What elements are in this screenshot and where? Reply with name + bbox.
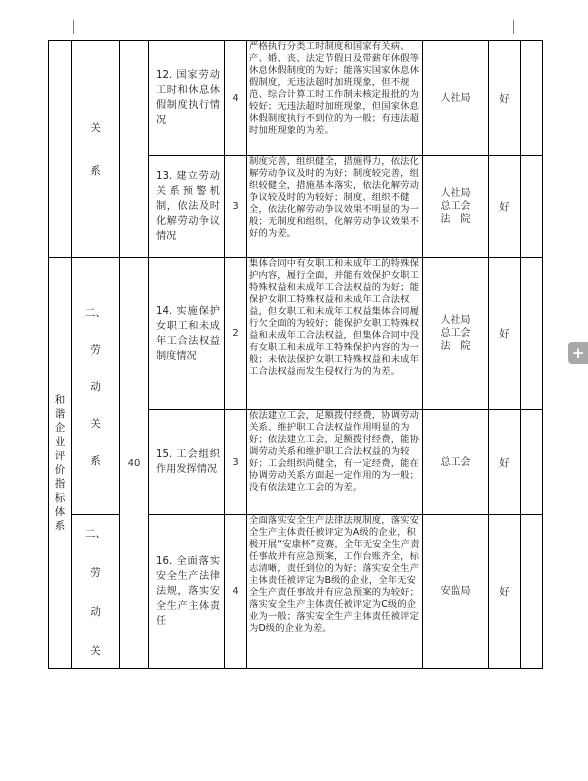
table-row (49, 41, 543, 156)
item-dept: 安监局 (423, 515, 489, 669)
item-eval: 好 (489, 410, 521, 515)
blank-cell (521, 156, 543, 258)
category-label: 和 谐 企 业 评 价 指 标 体 系 (49, 258, 72, 669)
item-criteria: 全面落实安全生产法律法规制度，落实安全生产主体责任被评定为A级的企业，积极开展“安康杯”竞赛，全年无安全生产责任事故并有应急预案，工作台账齐全，标志清晰，责任到位的为好；落实安全生产主体责任被评定为B级的企业，全年无安全生产责任事故并有应急预案的为较好；落实安全生产主体责任被评定为C级的企业为一般；落实安全生产主体责任被评定为D级的企业为差。 (247, 515, 423, 669)
section-label-labor: 二、 劳 动 关 系 (72, 258, 120, 515)
total-score: 40 (120, 258, 149, 669)
expand-panel-button[interactable]: + (568, 342, 588, 364)
blank-cell (521, 258, 543, 410)
item-dept: 人社局 (423, 41, 489, 156)
item-score: 4 (225, 515, 247, 669)
item-name: 13. 建立劳动关系预警机制，依法及时化解劳动争议情况 (149, 156, 225, 258)
item-name: 15. 工会组织作用发挥情况 (149, 410, 225, 515)
item-name: 14. 实施保护女职工和未成年工合法权益制度情况 (149, 258, 225, 410)
section-char: 系 (90, 165, 101, 177)
item-eval: 好 (489, 515, 521, 669)
item-dept: 人社局 总工会 法 院 (423, 258, 489, 410)
blank-cell (120, 41, 149, 258)
item-criteria: 制度完善，组织健全，措施得力，依法化解劳动争议及时的为好；制度较完善，组织较健全，措施基本落实，依法化解劳动争议较及时的为较好；制度、组织不健全，依法化解劳动争议效果不明显的为一般；无制度和组织，化解劳动争议效果不好的为差。 (247, 156, 423, 258)
item-name: 16. 全面落实安全生产法律法规，落实安全生产主体责任 (149, 515, 225, 669)
item-score: 3 (225, 410, 247, 515)
section-label-continued (72, 41, 120, 258)
item-name: 12. 国家劳动工时和休息休假制度执行情况 (149, 41, 225, 156)
item-dept: 人社局 总工会 法 院 (423, 156, 489, 258)
crop-mark-right (513, 20, 514, 34)
blank-cell (521, 410, 543, 515)
item-eval: 好 (489, 156, 521, 258)
table-row (49, 258, 543, 410)
evaluation-table (48, 40, 543, 669)
item-score: 3 (225, 156, 247, 258)
crop-mark-left (73, 20, 74, 34)
blank-cell (49, 41, 72, 258)
section-char: 关 (90, 122, 101, 134)
item-dept: 总工会 (423, 410, 489, 515)
item-criteria: 集体合同中有女职工和未成年工的特殊保护内容，履行全面，并能有效保护女职工特殊权益和未成年工合法权益的为好；能保护女职工特殊权益和未成年工合法权益，但女职工和未成年工权益集体合同履行欠全面的为较好；能保护女职工特殊权益和未成年工合法权益，但集体合同中没有女职工和未成年工特殊保护内容的为一般；未依法保护女职工特殊权益和未成年工合法权益而发生侵权行为的为差。 (247, 258, 423, 410)
item-eval: 好 (489, 41, 521, 156)
item-criteria: 严格执行分类工时制度和国家有关病、产、婚、丧、法定节假日及带薪年休假等休息休假制度的为好；能落实国家休息休假制度，无违法超时加班现象，但不规范、综合计算工时工作制未核定报批的为较好；无违法超时加班现象，但国家休息休假制度执行不到位的为一般；有违法超时加班现象的为差。 (247, 41, 423, 156)
section-label-labor-2: 二、 劳 动 关 (72, 515, 120, 669)
blank-cell (521, 41, 543, 156)
item-score: 4 (225, 41, 247, 156)
item-eval: 好 (489, 258, 521, 410)
item-score: 2 (225, 258, 247, 410)
item-criteria: 依法建立工会，足额拨付经费，协调劳动关系、维护职工合法权益作用明显的为好；依法建立工会，足额拨付经费，能协调劳动关系和维护职工合法权益的为较好；工会组织尚健全，有一定经费，能在协调劳动关系方面起一定作用的为一般；没有依法建立工会的为差。 (247, 410, 423, 515)
blank-cell (521, 515, 543, 669)
